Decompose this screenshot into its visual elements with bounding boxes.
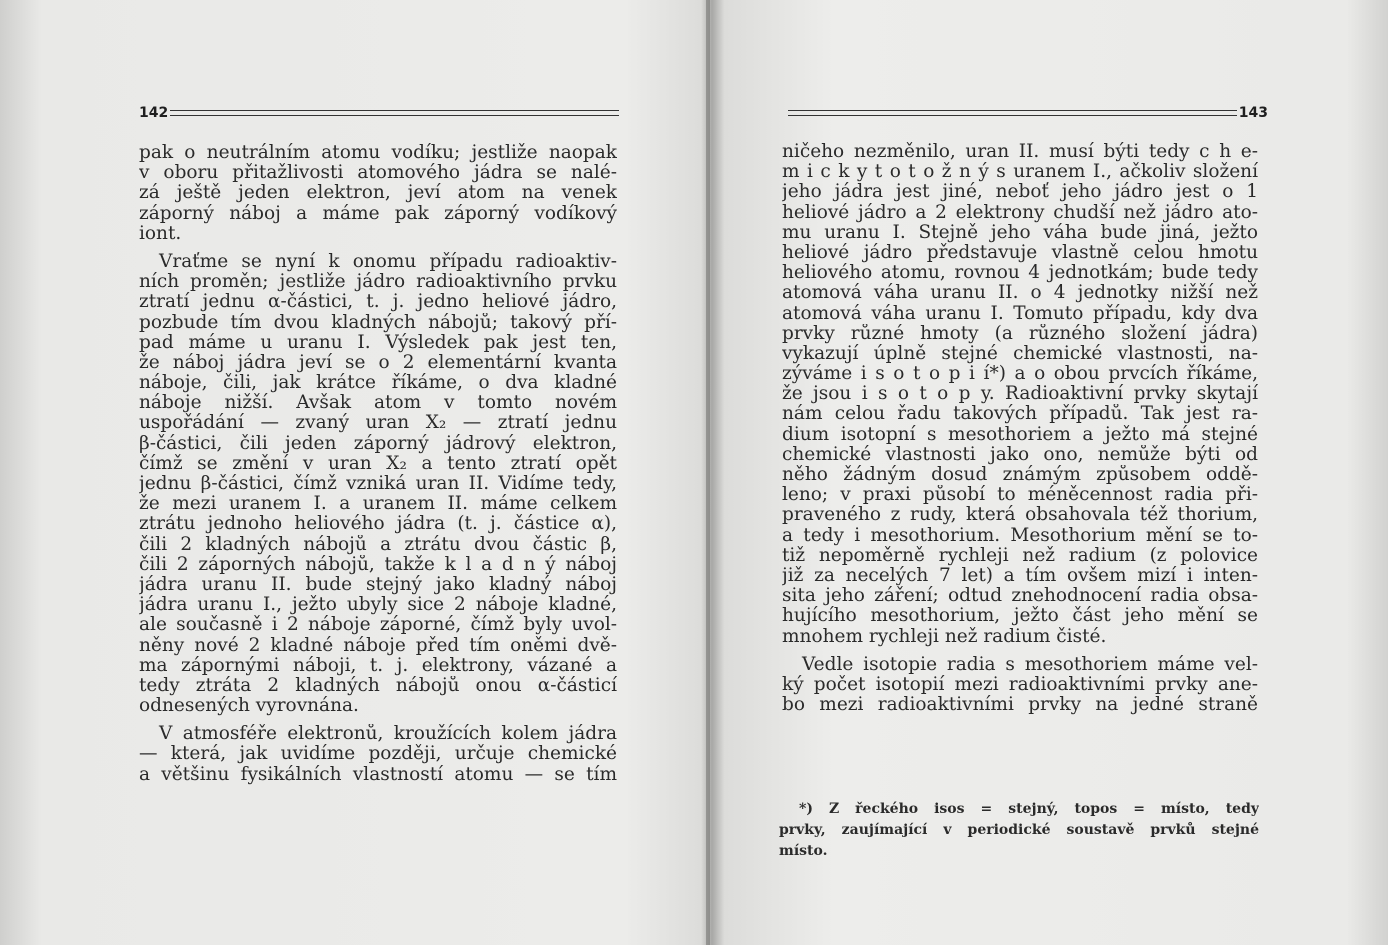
text-line: pozbude tím dvou kladných nábojů; takový pří- bbox=[139, 312, 617, 333]
footnote-line: prvky, zaujímající v periodické soustavě prvků stejné bbox=[779, 822, 1259, 838]
text-line: heliové jádro představuje vlastně celou hmotu bbox=[782, 242, 1258, 263]
text-line: něny nové 2 kladné náboje před tím oněmi dvě- bbox=[139, 635, 617, 656]
text-line: prvky různé hmoty (a různého složení jádra) bbox=[782, 323, 1258, 344]
text-line: tiž nepoměrně rychleji než radium (z polovice bbox=[782, 545, 1258, 566]
left-page-header bbox=[139, 106, 619, 120]
text-line: ma zápornými náboji, t. j. elektrony, vázané a bbox=[139, 655, 617, 676]
text-line: ničeho nezměnilo, uran II. musí býti tedy c h e- bbox=[782, 142, 1258, 162]
text-line: jádra uranu II. bude stejný jako kladný náboj bbox=[139, 574, 617, 595]
text-line: Vraťme se nyní k onomu případu radioaktiv- bbox=[159, 251, 617, 272]
text-line: mnohem rychleji než radium čisté. bbox=[782, 626, 1107, 647]
text-line: že jsou i s o t o p y. Radioaktivní prvky skytají bbox=[782, 384, 1258, 405]
text-line: tedy ztráta 2 kladných nábojů onou α-částicí bbox=[139, 675, 617, 696]
text-line: čímž se změní v uran X₂ a tento ztratí opět bbox=[139, 453, 617, 474]
text-line: ký počet isotopií mezi radioaktivními prvky ane- bbox=[782, 674, 1258, 695]
text-line: dium isotopní s mesothoriem a ježto má stejné bbox=[782, 424, 1258, 445]
text-line: že náboj jádra jeví se o 2 elementární kvanta bbox=[139, 352, 617, 373]
text-line: vykazují úplně stejné chemické vlastnosti, na- bbox=[782, 343, 1258, 364]
right-page bbox=[710, 0, 1388, 945]
paragraph-gap bbox=[782, 647, 1258, 655]
text-line: náboje nižší. Avšak atom v tomto novém bbox=[139, 393, 617, 414]
text-line: mu uranu I. Stejně jeho váha bude jiná, ježto bbox=[782, 222, 1258, 243]
text-line: a většinu fysikálních vlastností atomu — se tím bbox=[139, 764, 617, 785]
text-line: heliové jádro a 2 elektrony chudší než jádro ato- bbox=[782, 202, 1258, 223]
text-line: m i c k y t o t o ž n ý s uranem I., ačkoliv složení bbox=[782, 162, 1258, 183]
text-line: ních proměn; jestliže jádro radioaktivního prvku bbox=[139, 272, 617, 293]
right-page-body bbox=[782, 142, 1258, 715]
text-line: pak o neutrálním atomu vodíku; jestliže naopak bbox=[139, 143, 617, 163]
text-line: že mezi uranem I. a uranem II. máme celkem bbox=[139, 494, 617, 515]
left-page-number: 142 bbox=[139, 105, 169, 121]
text-line: zýváme i s o t o p i í*) a o obou prvcích říkáme, bbox=[782, 364, 1258, 385]
text-line: záporný náboj a máme pak záporný vodíkový bbox=[139, 203, 617, 224]
text-line: nám celou řadu takových případů. Tak jest ra- bbox=[782, 404, 1258, 425]
text-line: pad máme u uranu I. Výsledek pak jest ten, bbox=[139, 332, 617, 353]
right-page-header bbox=[788, 106, 1268, 120]
text-line: jádra uranu I., ježto ubyly sice 2 náboje kladné, bbox=[139, 595, 617, 616]
text-line: leno; v praxi působí to méněcennost radia při- bbox=[782, 485, 1258, 506]
text-line: v oboru přitažlivosti atomového jádra se nalé- bbox=[139, 163, 617, 184]
text-line: iont. bbox=[139, 223, 182, 244]
paragraph-gap bbox=[139, 244, 617, 252]
paragraph-gap bbox=[139, 716, 617, 724]
text-line: jednu β-částici, čímž vzniká uran II. Vidíme tedy, bbox=[139, 474, 617, 494]
text-line: ztrátu jednoho heliového jádra (t. j. částice α), bbox=[139, 514, 617, 535]
text-line: chemické vlastnosti jako ono, nemůže býti od bbox=[782, 444, 1258, 465]
text-line: atomová váha uranu II. o 4 jednotky nižší než bbox=[782, 283, 1258, 304]
text-line: V atmosféře elektronů, kroužících kolem jádra bbox=[159, 724, 617, 745]
text-line: — která, jak uvidíme později, určuje chemické bbox=[139, 744, 617, 765]
footnote-line: *) Z řeckého isos = stejný, topos = místo, tedy bbox=[799, 801, 1259, 817]
text-line: ale současně i 2 náboje záporné, čímž byly uvol- bbox=[139, 615, 617, 636]
text-line: čili 2 kladných nábojů a ztrátu dvou částic β, bbox=[139, 534, 617, 555]
text-line: atomová váha uranu I. Tomuto případu, kdy dva bbox=[782, 303, 1258, 324]
text-line: praveného z rudy, která obsahovala též thorium, bbox=[782, 505, 1258, 526]
text-line: bo mezi radioaktivními prvky na jedné straně bbox=[782, 695, 1258, 716]
text-line: něho žádným dosud známým způsobem oddě- bbox=[782, 465, 1258, 485]
text-line: ztratí jednu α-částici, t. j. jedno heliové jádro, bbox=[139, 292, 617, 313]
footnote-line: místo. bbox=[779, 843, 828, 859]
text-line: Vedle isotopie radia s mesothoriem máme vel- bbox=[802, 654, 1258, 675]
text-line: heliového atomu, rovnou 4 jednotkám; bude tedy bbox=[782, 263, 1258, 284]
footnote bbox=[779, 799, 1259, 862]
text-line: uspořádání — zvaný uran X₂ — ztratí jednu bbox=[139, 413, 617, 434]
left-header-rule bbox=[170, 110, 619, 116]
text-line: již za necelých 7 let) a tím ovšem mizí i inten- bbox=[782, 565, 1258, 586]
text-line: sita jeho záření; odtud znehodnocení radia obsa- bbox=[782, 586, 1258, 607]
text-line: náboje, čili, jak krátce říkáme, o dva kladné bbox=[139, 373, 617, 394]
right-page-number: 143 bbox=[1238, 105, 1268, 121]
text-line: zá ještě jeden elektron, jeví atom na venek bbox=[139, 183, 617, 204]
right-header-rule bbox=[788, 110, 1237, 116]
text-line: β-částici, čili jeden záporný jádrový elektron, bbox=[139, 433, 617, 454]
text-line: jeho jádra jest jiné, neboť jeho jádro jest o 1 bbox=[782, 182, 1258, 203]
left-page-body bbox=[139, 143, 617, 785]
text-line: odnesených vyrovnána. bbox=[139, 696, 359, 717]
text-line: čili 2 záporných nábojů, takže k l a d n ý náboj bbox=[139, 554, 617, 575]
text-line: hujícího mesothorium, ježto část jeho mění se bbox=[782, 606, 1258, 627]
text-line: a tedy i mesothorium. Mesothorium mění se to- bbox=[782, 525, 1258, 546]
